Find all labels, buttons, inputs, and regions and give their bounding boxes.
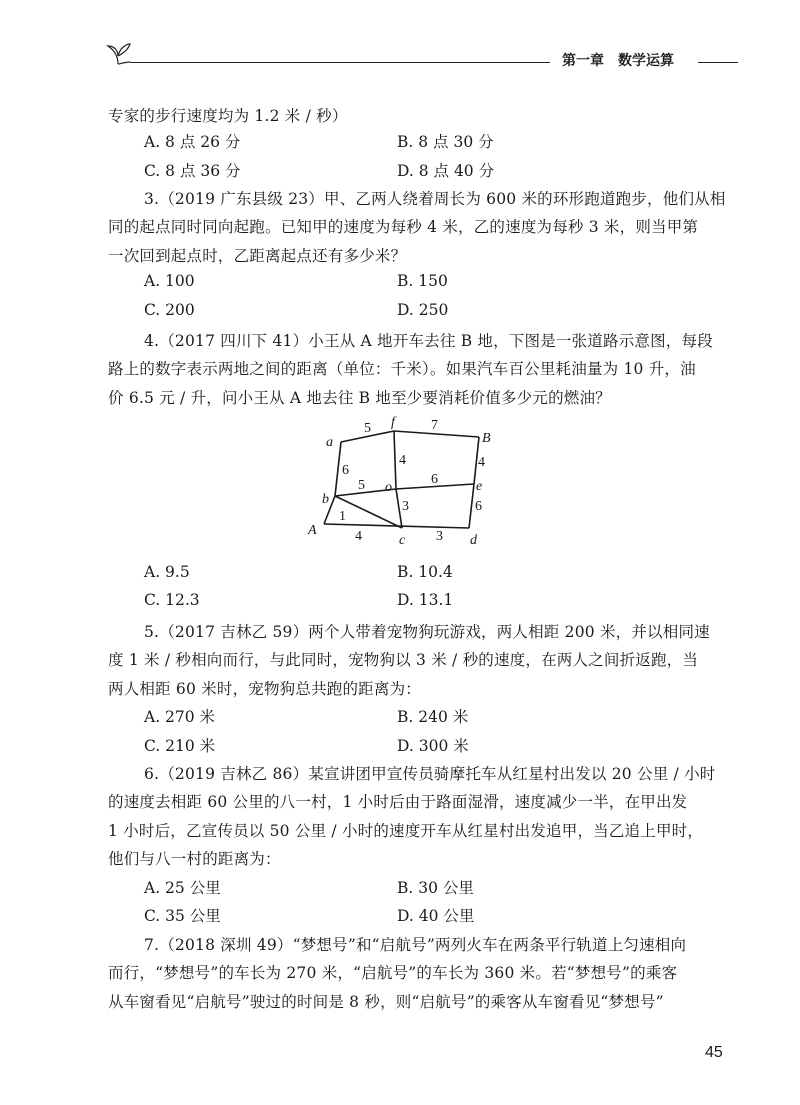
q7-line-3: 从车窗看见“启航号”驶过的时间是 8 秒，则“启航号”的乘客从车窗看见“梦想号” [108,993,664,1011]
page-number: 45 [705,1044,723,1061]
node-o: o [385,480,392,495]
leaf-icon [104,38,132,66]
q4-line-2: 路上的数字表示两地之间的距离（单位：千米）。如果汽车百公里耗油量为 10 升，油 [108,360,696,378]
q5-line-2: 度 1 米 / 秒相向而行，与此同时，宠物狗以 3 米 / 秒的速度，在两人之间折返跑，当 [108,651,699,669]
q7-line-2: 而行，“梦想号”的车长为 270 米，“启航号”的车长为 360 米。若“梦想号”的乘客 [108,964,678,982]
edge-e-d [469,484,474,528]
q5-option-d: D. 300 米 [397,737,469,755]
q4-option-c: C. 12.3 [144,591,200,609]
label-fo: 4 [399,453,406,468]
q3-option-b: B. 150 [397,272,448,290]
q3-line-2: 同的起点同时同向起跑。已知甲的速度为每秒 4 米，乙的速度为每秒 3 米，则当甲第 [108,218,699,236]
chapter-title: 第一章 数学运算 [562,53,674,69]
node-a: a [326,435,333,450]
label-ab: 6 [342,463,349,478]
q2-tail: 专家的步行速度均为 1.2 米 / 秒） [108,107,348,125]
q5-option-b: B. 240 米 [397,708,469,726]
label-af: 5 [364,421,371,436]
q6-option-c: C. 35 公里 [144,907,221,925]
edge-f-o [394,431,396,489]
node-d: d [470,533,477,548]
q3-option-a: A. 100 [144,272,195,290]
q5-line-3: 两人相距 60 米时，宠物狗总共跑的距离为： [108,680,421,698]
label-Be: 4 [478,455,485,470]
q4-option-b: B. 10.4 [397,563,453,581]
label-ed: 6 [475,499,482,514]
q6-line-4: 他们与八一村的距离为： [108,850,281,868]
q5-option-a: A. 270 米 [144,708,216,726]
q6-line-1: 6.（2019 吉林乙 86）某宣讲团甲宣传员骑摩托车从红星村出发以 20 公里 / 小时 [144,765,716,783]
road-map-diagram [298,412,508,552]
label-fB: 7 [431,418,438,433]
node-c: c [399,533,406,548]
label-bo: 5 [358,478,365,493]
header-rule-right [698,62,738,63]
node-e: e [476,479,483,494]
q6-line-2: 的速度去相距 60 公里的八一村，1 小时后由于路面湿滑，速度减少一半，在甲出发 [108,793,688,811]
q3-line-3: 一次回到起点时，乙距离起点还有多少米？ [108,247,407,265]
label-oc: 3 [402,499,409,514]
q6-option-a: A. 25 公里 [144,879,221,897]
label-Ac: 4 [355,529,362,544]
q4-option-d: D. 13.1 [397,591,454,609]
q3-option-d: D. 250 [397,301,449,319]
q2-option-a: A. 8 点 26 分 [144,133,241,151]
header-rule-left [130,62,550,63]
node-A: A [308,523,317,538]
q2-option-b: B. 8 点 30 分 [397,133,494,151]
label-cd: 3 [436,529,443,544]
node-f: f [391,415,395,430]
q7-line-1: 7.（2018 深圳 49）“梦想号”和“启航号”两列火车在两条平行轨道上匀速相向 [144,936,687,954]
node-B: B [482,431,491,446]
label-bA: 1 [339,509,346,524]
q6-option-d: D. 40 公里 [397,907,475,925]
q3-line-1: 3.（2019 广东县级 23）甲、乙两人绕着周长为 600 米的环形跑道跑步，他们从相 [144,190,726,208]
q2-option-d: D. 8 点 40 分 [397,162,495,180]
q4-line-3: 价 6.5 元 / 升，问小王从 A 地去往 B 地至少要消耗价值多少元的燃油？ [108,389,611,407]
q5-option-c: C. 210 米 [144,737,216,755]
q6-line-3: 1 小时后，乙宣传员以 50 公里 / 小时的速度开车从红星村出发追甲，当乙追上甲时， [108,822,704,840]
q6-option-b: B. 30 公里 [397,879,474,897]
node-b: b [322,492,329,507]
q4-line-1: 4.（2017 四川下 41）小王从 A 地开车去往 B 地，下图是一张道路示意图，每段 [144,332,713,350]
label-oe: 6 [431,472,438,487]
q4-option-a: A. 9.5 [144,563,190,581]
q3-option-c: C. 200 [144,301,195,319]
edge-a-b [335,442,341,496]
q5-line-1: 5.（2017 吉林乙 59）两个人带着宠物狗玩游戏，两人相距 200 米，并以相同速 [144,623,710,641]
q2-option-c: C. 8 点 36 分 [144,162,241,180]
